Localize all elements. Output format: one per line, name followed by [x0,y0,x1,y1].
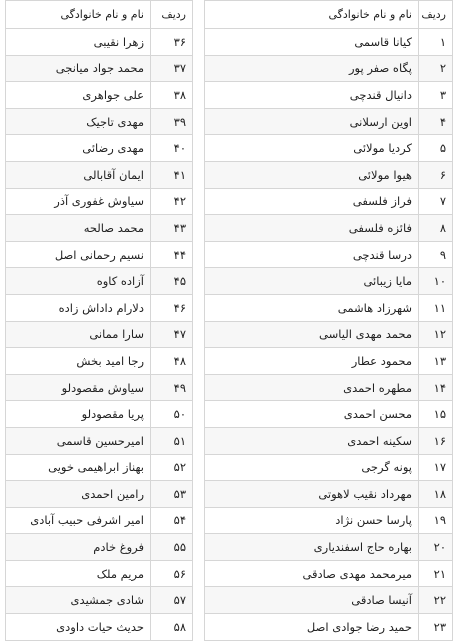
row-name-left: مهدی تاجیک [6,108,151,135]
row-name-left: مهدی رضائی [6,135,151,162]
column-gap [193,507,205,534]
column-gap [193,401,205,428]
table-row [6,29,453,56]
row-name-right: پارسا حسن نژاد [205,507,419,534]
column-gap [193,587,205,614]
table-row [6,55,453,82]
participants-table [5,0,453,641]
column-gap [193,161,205,188]
row-index-right: ۱۸ [419,481,453,508]
row-name-right: میرمحمد مهدی صادقی [205,560,419,587]
index-header: ردیف [151,1,193,29]
row-name-left: محمد جواد میانجی [6,55,151,82]
row-index-left: ۴۹ [151,374,193,401]
row-name-left: رامین احمدی [6,481,151,508]
row-index-right: ۲۱ [419,560,453,587]
row-index-left: ۴۶ [151,294,193,321]
participants-sheet [5,0,452,641]
table-row [6,348,453,375]
row-name-right: محسن احمدی [205,401,419,428]
row-name-right: درسا قندچی [205,241,419,268]
row-index-right: ۳ [419,82,453,109]
row-index-left: ۵۴ [151,507,193,534]
table-row [6,294,453,321]
row-index-right: ۷ [419,188,453,215]
column-gap [193,82,205,109]
table-row [6,534,453,561]
row-name-left: علی جواهری [6,82,151,109]
row-name-right: محمد مهدی الیاسی [205,321,419,348]
row-index-left: ۳۶ [151,29,193,56]
row-name-right: هیوا مولائی [205,161,419,188]
row-index-left: ۴۲ [151,188,193,215]
row-index-left: ۵۸ [151,614,193,641]
table-row [6,507,453,534]
row-name-left: آزاده کاوه [6,268,151,295]
row-name-right: کیانا قاسمی [205,29,419,56]
column-gap [193,481,205,508]
column-gap [193,188,205,215]
row-index-left: ۵۲ [151,454,193,481]
table-row [6,321,453,348]
row-index-right: ۹ [419,241,453,268]
row-name-left: محمد صالحه [6,215,151,242]
row-name-left: حدیث حیات داودی [6,614,151,641]
column-gap [193,1,205,29]
column-gap [193,294,205,321]
row-name-left: پریا مقصودلو [6,401,151,428]
table-row [6,587,453,614]
row-index-right: ۵ [419,135,453,162]
row-index-right: ۴ [419,108,453,135]
row-name-left: زهرا نقیبی [6,29,151,56]
row-index-right: ۶ [419,161,453,188]
row-index-right: ۱۳ [419,348,453,375]
row-name-right: فراز فلسفی [205,188,419,215]
row-index-left: ۳۹ [151,108,193,135]
table-row [6,241,453,268]
row-index-right: ۱۵ [419,401,453,428]
row-name-right: پگاه صفر پور [205,55,419,82]
column-gap [193,427,205,454]
row-index-left: ۳۸ [151,82,193,109]
row-name-right: فائزه فلسفی [205,215,419,242]
column-gap [193,29,205,56]
row-name-left: مریم ملک [6,560,151,587]
table-row [6,614,453,641]
row-name-right: مایا زیبائی [205,268,419,295]
column-gap [193,241,205,268]
row-index-left: ۵۷ [151,587,193,614]
row-name-left: امیرحسین قاسمی [6,427,151,454]
row-name-right: مهرداد نقیب لاهوتی [205,481,419,508]
row-index-right: ۱۷ [419,454,453,481]
row-index-right: ۲۲ [419,587,453,614]
row-name-left: سیاوش غفوری آذر [6,188,151,215]
row-index-right: ۱۹ [419,507,453,534]
row-index-right: ۱۴ [419,374,453,401]
row-name-left: نسیم رحمانی اصل [6,241,151,268]
row-index-left: ۵۶ [151,560,193,587]
row-name-right: پونه گرجی [205,454,419,481]
row-index-left: ۵۰ [151,401,193,428]
column-gap [193,560,205,587]
row-name-right: مطهره احمدی [205,374,419,401]
row-name-right: دانیال قندچی [205,82,419,109]
row-index-left: ۴۱ [151,161,193,188]
row-index-left: ۴۰ [151,135,193,162]
name-header: نام و نام خانوادگی [205,1,419,29]
table-header-row [6,1,453,29]
table-row [6,401,453,428]
column-gap [193,268,205,295]
table-row [6,427,453,454]
table-row [6,135,453,162]
row-index-left: ۵۳ [151,481,193,508]
row-index-right: ۱۱ [419,294,453,321]
table-row [6,108,453,135]
table-row [6,374,453,401]
row-name-right: محمود عطار [205,348,419,375]
row-index-right: ۲ [419,55,453,82]
column-gap [193,614,205,641]
row-index-left: ۴۸ [151,348,193,375]
table-row [6,188,453,215]
column-gap [193,374,205,401]
name-header: نام و نام خانوادگی [6,1,151,29]
column-gap [193,135,205,162]
row-name-right: سکینه احمدی [205,427,419,454]
row-index-right: ۱۶ [419,427,453,454]
table-body [6,29,453,641]
row-name-left: سیاوش مقصودلو [6,374,151,401]
row-index-left: ۵۵ [151,534,193,561]
column-gap [193,454,205,481]
table-row [6,215,453,242]
column-gap [193,215,205,242]
column-gap [193,348,205,375]
row-name-right: اوین ارسلانی [205,108,419,135]
row-name-left: رجا امید بخش [6,348,151,375]
row-name-left: امیر اشرفی حبیب آبادی [6,507,151,534]
table-row [6,161,453,188]
row-index-left: ۴۵ [151,268,193,295]
row-name-left: شادی جمشیدی [6,587,151,614]
row-name-left: فروغ خادم [6,534,151,561]
row-name-left: ایمان آقابالی [6,161,151,188]
table-row [6,560,453,587]
row-name-right: کردیا مولائی [205,135,419,162]
row-name-left: سارا ممانی [6,321,151,348]
row-index-right: ۱ [419,29,453,56]
table-row [6,454,453,481]
row-index-left: ۴۳ [151,215,193,242]
row-index-right: ۲۳ [419,614,453,641]
column-gap [193,55,205,82]
row-index-right: ۱۰ [419,268,453,295]
column-gap [193,534,205,561]
row-index-left: ۴۷ [151,321,193,348]
row-name-right: شهرزاد هاشمی [205,294,419,321]
table-row [6,481,453,508]
column-gap [193,321,205,348]
column-gap [193,108,205,135]
row-index-right: ۱۲ [419,321,453,348]
row-name-right: آنیسا صادقی [205,587,419,614]
row-index-right: ۸ [419,215,453,242]
index-header: ردیف [419,1,453,29]
row-index-left: ۵۱ [151,427,193,454]
row-index-right: ۲۰ [419,534,453,561]
row-name-left: بهناز ابراهیمی خویی [6,454,151,481]
row-name-left: دلارام داداش زاده [6,294,151,321]
row-index-left: ۳۷ [151,55,193,82]
row-name-right: حمید رضا جوادی اصل [205,614,419,641]
row-name-right: بهاره حاج اسفندیاری [205,534,419,561]
table-row [6,268,453,295]
table-row [6,82,453,109]
row-index-left: ۴۴ [151,241,193,268]
